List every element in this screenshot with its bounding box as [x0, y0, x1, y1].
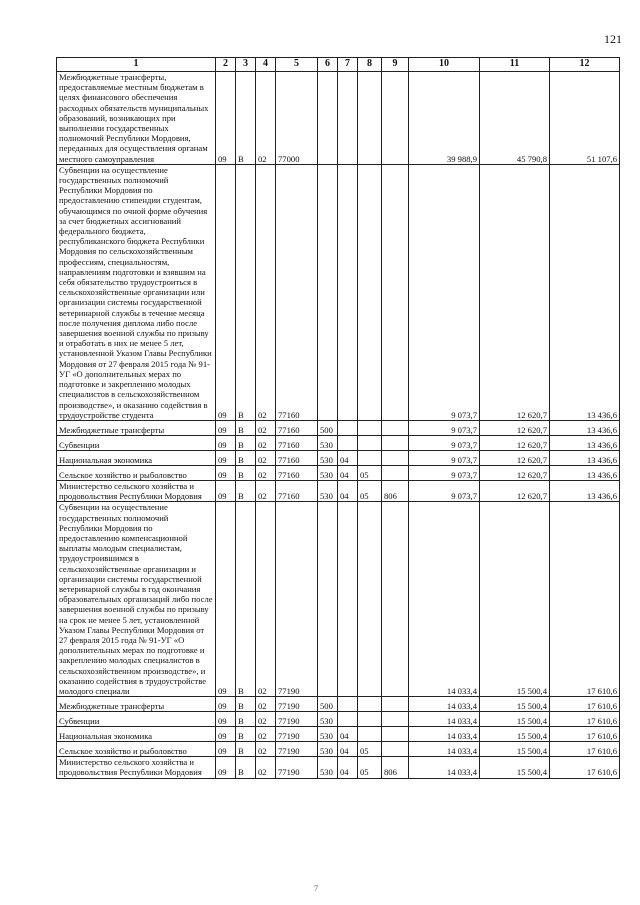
- row-description: Межбюджетные трансферты, предоставляемые местным бюджетам в целях финансового обеспечения расходных обязательств муниципальных образований, возникающих при выполнении государственных полномочий Республики Мордовия, переданных для осуществления органам местного самоуправления: [57, 72, 216, 165]
- code-cell: 530: [318, 435, 338, 450]
- amount-cell: 39 988,9: [409, 72, 480, 165]
- code-cell: 09: [216, 450, 236, 465]
- code-cell: [358, 420, 382, 435]
- code-cell: 77000: [276, 72, 318, 165]
- code-cell: 530: [318, 465, 338, 480]
- code-cell: 05: [358, 465, 382, 480]
- amount-cell: 15 500,4: [480, 727, 550, 742]
- column-header: 11: [480, 58, 550, 72]
- code-cell: [382, 435, 409, 450]
- table-row: [57, 164, 620, 420]
- amount-cell: 14 033,4: [409, 757, 480, 778]
- code-cell: [358, 164, 382, 420]
- code-cell: [318, 164, 338, 420]
- row-description: Субвенции: [57, 435, 216, 450]
- code-cell: 77190: [276, 757, 318, 778]
- code-cell: 77190: [276, 742, 318, 757]
- amount-cell: 15 500,4: [480, 712, 550, 727]
- code-cell: 09: [216, 757, 236, 778]
- code-cell: 02: [256, 727, 276, 742]
- amount-cell: 15 500,4: [480, 742, 550, 757]
- table-row: [57, 72, 620, 165]
- code-cell: В: [236, 712, 256, 727]
- table-row: [57, 480, 620, 501]
- amount-cell: 15 500,4: [480, 697, 550, 712]
- code-cell: 09: [216, 465, 236, 480]
- amount-cell: 13 436,6: [550, 420, 620, 435]
- code-cell: [358, 450, 382, 465]
- amount-cell: 14 033,4: [409, 502, 480, 697]
- column-header: 3: [236, 58, 256, 72]
- table-row: [57, 712, 620, 727]
- amount-cell: 14 033,4: [409, 697, 480, 712]
- row-description: Министерство сельского хозяйства и продовольствия Республики Мордовия: [57, 480, 216, 501]
- code-cell: 04: [338, 480, 358, 501]
- code-cell: 05: [358, 742, 382, 757]
- amount-cell: 12 620,7: [480, 480, 550, 501]
- code-cell: [382, 72, 409, 165]
- code-cell: 09: [216, 727, 236, 742]
- code-cell: 530: [318, 742, 338, 757]
- code-cell: В: [236, 450, 256, 465]
- code-cell: [338, 72, 358, 165]
- code-cell: 530: [318, 757, 338, 778]
- amount-cell: 9 073,7: [409, 420, 480, 435]
- code-cell: 04: [338, 742, 358, 757]
- code-cell: 77160: [276, 164, 318, 420]
- code-cell: [382, 502, 409, 697]
- code-cell: 530: [318, 450, 338, 465]
- amount-cell: 13 436,6: [550, 450, 620, 465]
- code-cell: [338, 164, 358, 420]
- code-cell: [358, 72, 382, 165]
- code-cell: 806: [382, 480, 409, 501]
- amount-cell: 17 610,6: [550, 712, 620, 727]
- code-cell: 77190: [276, 712, 318, 727]
- row-description: Сельское хозяйство и рыболовство: [57, 465, 216, 480]
- row-description: Субвенции на осуществление государственных полномочий Республики Мордовия по предоставлению компенсационной выплаты молодым специалистам, трудоустроившимся в сельскохозяйственные организации и организации системы государственной ветеринарной службы в год окончания образовательных организаций либо после завершения военной службы по призыву на срок не менее 5 лет, установленной Указом Главы Республики Мордовия от 27 февраля 2015 года № 91-УГ «О дополнительных мерах по подготовке и закреплению молодых специалистов в сельскохозяйственном производстве», и оказанию содействия в трудоустройстве молодого специали: [57, 502, 216, 697]
- code-cell: 500: [318, 420, 338, 435]
- column-header: 7: [338, 58, 358, 72]
- amount-cell: 17 610,6: [550, 727, 620, 742]
- code-cell: 02: [256, 757, 276, 778]
- table-header-row: [57, 58, 620, 72]
- code-cell: [338, 420, 358, 435]
- amount-cell: 45 790,8: [480, 72, 550, 165]
- code-cell: 02: [256, 164, 276, 420]
- code-cell: [318, 502, 338, 697]
- column-header: 1: [57, 58, 216, 72]
- code-cell: 530: [318, 712, 338, 727]
- amount-cell: 17 610,6: [550, 697, 620, 712]
- code-cell: В: [236, 742, 256, 757]
- code-cell: 02: [256, 450, 276, 465]
- table-row: [57, 757, 620, 778]
- code-cell: 09: [216, 502, 236, 697]
- code-cell: В: [236, 697, 256, 712]
- table-row: [57, 502, 620, 697]
- code-cell: [382, 712, 409, 727]
- amount-cell: 9 073,7: [409, 164, 480, 420]
- amount-cell: 15 500,4: [480, 757, 550, 778]
- code-cell: 02: [256, 502, 276, 697]
- code-cell: 04: [338, 727, 358, 742]
- code-cell: 02: [256, 72, 276, 165]
- code-cell: 09: [216, 420, 236, 435]
- code-cell: 77190: [276, 502, 318, 697]
- code-cell: В: [236, 502, 256, 697]
- code-cell: 02: [256, 480, 276, 501]
- code-cell: 77160: [276, 435, 318, 450]
- code-cell: [382, 164, 409, 420]
- code-cell: В: [236, 435, 256, 450]
- amount-cell: 13 436,6: [550, 164, 620, 420]
- amount-cell: 14 033,4: [409, 727, 480, 742]
- amount-cell: 12 620,7: [480, 420, 550, 435]
- row-description: Субвенции: [57, 712, 216, 727]
- amount-cell: 17 610,6: [550, 502, 620, 697]
- budget-table: [56, 57, 620, 779]
- code-cell: В: [236, 727, 256, 742]
- table-row: [57, 450, 620, 465]
- amount-cell: 13 436,6: [550, 435, 620, 450]
- code-cell: 04: [338, 465, 358, 480]
- table-row: [57, 465, 620, 480]
- table-row: [57, 420, 620, 435]
- code-cell: 500: [318, 697, 338, 712]
- code-cell: 09: [216, 164, 236, 420]
- row-description: Субвенции на осуществление государственных полномочий Республики Мордовия по предоставлению стипендии студентам, обучающимся по очной форме обучения за счет бюджетных ассигнований федерального бюджета, республиканского бюджета Республики Мордовия по сельскохозяйственным профессиям, специальностям, направлениям подготовки и взявшим на себя обязательство трудоустроиться в сельскохозяйственные организации или организации системы государственной ветеринарной службы в течение месяца после получения диплома либо после завершения военной службы по призыву и отработать в них не менее 5 лет, установленной Указом Главы Республики Мордовия от 27 февраля 2015 года № 91-УГ «О дополнительных мерах по подготовке и закреплению молодых специалистов в сельскохозяйственном производстве», и оказанию содействия в трудоустройстве студента: [57, 164, 216, 420]
- amount-cell: 9 073,7: [409, 435, 480, 450]
- code-cell: 806: [382, 757, 409, 778]
- code-cell: 77160: [276, 450, 318, 465]
- code-cell: 02: [256, 712, 276, 727]
- amount-cell: 9 073,7: [409, 480, 480, 501]
- amount-cell: 12 620,7: [480, 450, 550, 465]
- code-cell: [382, 450, 409, 465]
- table-row: [57, 697, 620, 712]
- code-cell: В: [236, 420, 256, 435]
- code-cell: [318, 72, 338, 165]
- code-cell: 09: [216, 435, 236, 450]
- code-cell: [358, 502, 382, 697]
- column-header: 4: [256, 58, 276, 72]
- code-cell: 04: [338, 450, 358, 465]
- column-header: 9: [382, 58, 409, 72]
- row-description: Сельское хозяйство и рыболовство: [57, 742, 216, 757]
- page-number: 121: [604, 32, 622, 46]
- code-cell: [338, 502, 358, 697]
- code-cell: 09: [216, 712, 236, 727]
- row-description: Национальная экономика: [57, 450, 216, 465]
- amount-cell: 17 610,6: [550, 742, 620, 757]
- amount-cell: 51 107,6: [550, 72, 620, 165]
- code-cell: 77190: [276, 727, 318, 742]
- row-description: Межбюджетные трансферты: [57, 697, 216, 712]
- column-header: 10: [409, 58, 480, 72]
- code-cell: 02: [256, 465, 276, 480]
- code-cell: 02: [256, 435, 276, 450]
- table-row: [57, 435, 620, 450]
- code-cell: [358, 727, 382, 742]
- code-cell: 05: [358, 757, 382, 778]
- code-cell: [358, 697, 382, 712]
- code-cell: В: [236, 480, 256, 501]
- amount-cell: 12 620,7: [480, 465, 550, 480]
- amount-cell: 17 610,6: [550, 757, 620, 778]
- code-cell: 530: [318, 727, 338, 742]
- code-cell: [338, 435, 358, 450]
- code-cell: [338, 712, 358, 727]
- table-row: [57, 742, 620, 757]
- amount-cell: 9 073,7: [409, 465, 480, 480]
- code-cell: [382, 742, 409, 757]
- column-header: 6: [318, 58, 338, 72]
- code-cell: 02: [256, 742, 276, 757]
- column-header: 12: [550, 58, 620, 72]
- code-cell: [338, 697, 358, 712]
- code-cell: В: [236, 164, 256, 420]
- code-cell: 02: [256, 420, 276, 435]
- amount-cell: 14 033,4: [409, 742, 480, 757]
- column-header: 8: [358, 58, 382, 72]
- page-footer-mark: 7: [314, 884, 318, 893]
- code-cell: [382, 420, 409, 435]
- code-cell: 09: [216, 72, 236, 165]
- amount-cell: 13 436,6: [550, 465, 620, 480]
- code-cell: 09: [216, 480, 236, 501]
- column-header: 2: [216, 58, 236, 72]
- amount-cell: 15 500,4: [480, 502, 550, 697]
- code-cell: В: [236, 465, 256, 480]
- code-cell: 77190: [276, 697, 318, 712]
- table-row: [57, 727, 620, 742]
- code-cell: 05: [358, 480, 382, 501]
- amount-cell: 13 436,6: [550, 480, 620, 501]
- code-cell: [382, 465, 409, 480]
- code-cell: В: [236, 757, 256, 778]
- amount-cell: 14 033,4: [409, 712, 480, 727]
- code-cell: 77160: [276, 465, 318, 480]
- code-cell: 09: [216, 742, 236, 757]
- code-cell: [358, 435, 382, 450]
- amount-cell: 12 620,7: [480, 435, 550, 450]
- row-description: Национальная экономика: [57, 727, 216, 742]
- row-description: Министерство сельского хозяйства и продовольствия Республики Мордовия: [57, 757, 216, 778]
- code-cell: В: [236, 72, 256, 165]
- amount-cell: 12 620,7: [480, 164, 550, 420]
- code-cell: [382, 727, 409, 742]
- row-description: Межбюджетные трансферты: [57, 420, 216, 435]
- code-cell: 77160: [276, 480, 318, 501]
- code-cell: [358, 712, 382, 727]
- code-cell: [382, 697, 409, 712]
- code-cell: 09: [216, 697, 236, 712]
- code-cell: 04: [338, 757, 358, 778]
- code-cell: 530: [318, 480, 338, 501]
- column-header: 5: [276, 58, 318, 72]
- code-cell: 77160: [276, 420, 318, 435]
- code-cell: 02: [256, 697, 276, 712]
- amount-cell: 9 073,7: [409, 450, 480, 465]
